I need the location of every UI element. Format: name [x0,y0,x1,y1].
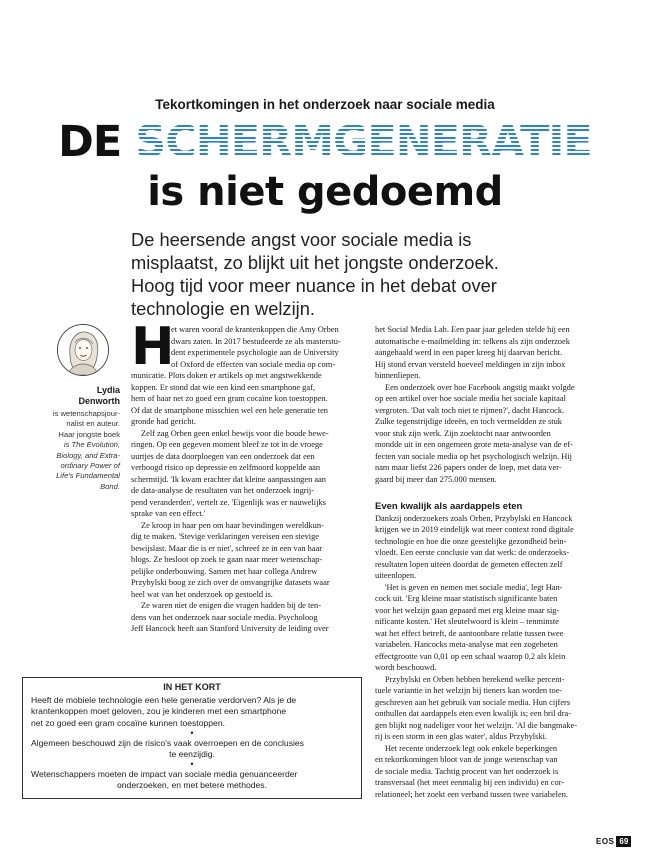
author-first-name: Lydia [96,385,120,395]
body-line: op een artikel over hoe sociale media het sociale kapitaal [375,394,566,403]
body-line: wat het effect betreft, de aantoonbare relatie tussen twee [375,628,564,638]
body-line: geschreven aan het gebruik van sociale media. Hun cijfers [375,697,571,707]
summary-line: krantenkoppen moet geloven, zou je kinderen met een smartphone [31,706,287,717]
lede-line: Hoog tijd voor meer nuance in het debat over [131,275,497,296]
body-line: ringen. Op een gegeven moment bleef ze tot in de vroege [131,440,323,449]
body-line: 'Het is geven en nemen met sociale media', legt Han- [385,582,563,592]
lede-line: misplaatst, zo blijkt uit het jongste onderzoek. [131,252,499,273]
body-line: variabelen. Hancocks meta-analyse mat een zogeheten [375,640,558,649]
author-bio-line: Bond. [100,481,120,491]
body-line: uiteenlopen. [375,571,417,580]
body-line: binnenliepen. [375,371,421,380]
body-line: nificante kosten.' Het sleutelwoord is klein – tenminste [375,617,559,626]
body-line: Przybylski en Orben hebben berekend welke percent- [385,674,565,684]
body-line: vloedt. Een eerste conclusie van dat werk: de onderzoeks- [375,548,570,557]
body-line: municatie. Plots doken er artikels op met angstwekkende [131,371,322,380]
author-bio-line: Haar jongste boek [58,429,120,439]
body-line: hem of haar net zo goed een gram cocaïne kon toestoppen. [131,394,328,403]
body-line: bewijslast. Maar die is er niet', schreef ze in een van haar [131,543,323,553]
body-line: koppen. Er stond dat wie een kind een smartphone gaf, [131,382,315,392]
body-line: pelijke onderbouwing. Samen met haar collega Andrew [131,566,318,576]
body-line: tuele variantie in het welzijn bij tieners kan worden toe- [375,686,563,695]
body-line: de sociale media. Tachtig procent van het onderzoek is [375,766,559,776]
section-subhead: Even kwalijk als aardappels eten [375,501,523,512]
summary-line: net zo goed een gram cocaïne kunnen toestoppen. [31,717,225,728]
body-line: transversaal (het meet eenmalig bij een individu) en cor- [375,778,565,787]
body-line: het Social Media Lab. Een paar jaar geleden stelde hij een [375,325,570,334]
body-line: gaard bij meer dan 275.000 mensen. [375,474,497,484]
summary-line: onderzoeken, en met betere methodes. [116,780,267,791]
body-line: automatische e-mailmelding in: telkens als zijn onderzoek [375,336,570,346]
body-line: Ze waren niet de enigen die vragen hadden bij de ten- [141,601,321,610]
summary-line: Heeft de mobiele technologie een hele generatie verdorven? Als je de [31,695,297,706]
body-line: mondde uit in een ongemeen grote meta-analyse van de ef- [375,440,573,449]
body-line: of Oxford de effecten van sociale media op com- [171,359,336,369]
body-line: voor het welzijn gaan gepaard met erg kleine maar sig- [375,605,560,615]
author-bio-line: is wetenschapsjour- [52,409,120,418]
headline-schermgeneratie: SCHERMGENERATIE [135,117,592,167]
body-line: Przybylski boog ze zich over de omvangrijke datasets waar [131,578,330,587]
body-line: en tekortkomingen bloot van de jonge wetenschap van [375,755,558,764]
body-line: relationeel; het zoekt een verband tussen twee variabelen. [375,789,569,799]
body-line: Hij stond ervan versteld hoeveel meldingen in zijn inbox [375,359,566,369]
body-line: Dankzij onderzoekers zoals Orben, Przybylski en Hancock [375,513,573,523]
author-bio-line: is The Evolution, [63,440,120,450]
body-line: Zulke tegenstrijdige ideeën, en toch vermeldden ze stuk [375,417,562,426]
headline-line2: is niet gedoemd [147,169,503,215]
body-line: fecten van sociale media op het psychologisch welzijn. Hij [375,451,572,461]
body-line: dig te maken. 'Stevige verklaringen vereisen een stevige [131,532,320,541]
author-bio [22,409,120,492]
body-line: gronde had gericht. [131,417,196,426]
body-line: Zelf zag Orben geen enkel bewijs voor die boude bewe- [141,428,329,438]
body-line: Het recente onderzoek legt ook enkele beperkingen [385,743,558,753]
body-line: rij is een storm in een glas water', aldus Przybylski. [375,732,547,741]
body-line: Een onderzoek over hoe Facebook angstig maakt volgde [385,382,575,392]
body-line: technologie en hoe die onze geestelijke gezondheid beïn- [375,536,567,546]
author-bio-line: ordinary Power of [60,461,120,471]
body-line: Of dat de smartphone misschien wel een hele generatie ten [131,405,328,415]
bullet-separator: • [190,727,194,738]
summary-line: Algemeen beschouwd zijn de risico's vaak overroepen en de conclusies [31,737,304,748]
body-line: resultaten lopen uiteen doordat de gemeten effecten zelf [375,559,563,569]
body-line: Ze kroop in haar pen om haar bevindingen wereldkun- [141,520,324,530]
drop-cap: H [131,317,175,377]
body-line: aangehaald werd in een paper kreeg hij daarvan bericht. [375,348,563,357]
body-line: sprake van een effect.' [131,509,206,518]
body-line: dens van het onderzoek naar sociale media. Psycholoog [131,612,318,622]
body-line: blogs. Ze besloot op zoek te gaan naar meer wetenschap- [131,555,323,564]
summary-title: IN HET KORT [163,682,221,692]
body-line: vergroten. 'Dat valt toch niet te rijmen?', dacht Hancock. [375,405,565,415]
headline-line1 [0,116,650,168]
author-last-name: Denworth [78,396,120,406]
body-line: effectgrootte van 0,01 op een schaal waarop 0,2 als klein [375,651,566,661]
bullet-separator: • [190,759,194,770]
lede [131,228,591,320]
author-portrait [57,324,109,376]
body-line: onthullen dat aardappels eten even kwalijk is; een bril dra- [375,709,572,718]
body-line: voor stuk zijn werk. Zijn zoektocht naar antwoorden [375,428,551,438]
summary-line: te eenzijdig. [169,749,215,760]
body-column-2 [375,324,613,800]
body-line: et waren vooral de krantenkoppen die Amy Orben [171,325,339,334]
author-bio-line: Life's Fundamental [56,471,120,481]
body-line: wordt beschouwd. [375,663,437,672]
author-portrait-drawing [58,325,108,375]
summary-line: Wetenschappers moeten de impact van sociale media genuanceerder [31,769,298,780]
body-line: krijgen we in 2019 eindelijk wat meer context rond digitale [375,525,574,534]
page-footer [596,836,631,847]
body-line: schermtijd. 'Ik kwam erachter dat kleine aanpassingen aan [131,474,326,484]
body-line: nam maar liefst 226 papers onder de loep, met data ver- [375,463,562,472]
lede-line: technologie en welzijn. [131,298,315,319]
body-line: de data-analyse de resultaten van het onderzoek ingrij- [131,486,315,495]
body-line: Jeff Hancock heeft aan Stanford University de leiding over [131,624,329,633]
magazine-name: EOS [596,837,615,846]
body-line: gen blijkt nog nadeliger voor het welzijn. 'Al die bangmake- [375,720,577,730]
body-line: pend veranderden', vertelt ze. 'Eigenlijk was er nauwelijks [131,497,326,507]
body-line: uurtjes de data doorploegen van een onderzoek dat een [131,451,315,461]
author-name [38,385,120,407]
body-line: heel wat van het onderzoek op gestoeld is. [131,589,273,599]
kicker: Tekortkomingen in het onderzoek naar sociale media [155,97,495,112]
author-bio-line: Biology, and Extra- [56,450,120,460]
body-line: verhoogd risico op depressie en zelfmoord koppelde aan [131,463,321,472]
summary-box [22,677,362,799]
body-line: cock uit. 'Erg kleine maar statistisch significante baten [375,594,558,603]
lede-line: De heersende angst voor sociale media is [131,229,472,250]
spacer [375,485,613,499]
page-number: 69 [616,836,631,847]
headline-de: DE [58,117,122,167]
body-line: dent experimentele psychologie aan de University [171,348,339,357]
author-bio-line: nalist en auteur. [66,419,120,429]
body-line: dwars zaten. In 2017 bestudeerde ze als masterstu- [171,336,341,346]
body-column-1 [131,324,367,635]
